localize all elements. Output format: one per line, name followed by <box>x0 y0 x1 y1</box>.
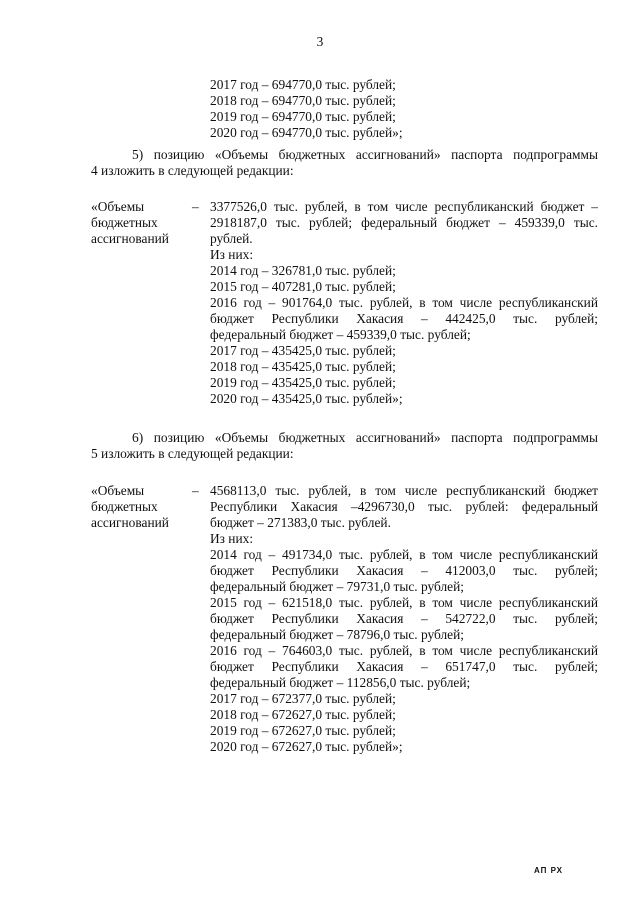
content-line: 4568113,0 тыс. рублей, в том числе республиканский бюджет <box>210 483 598 498</box>
content-line: федеральный бюджет – 79731,0 тыс. рублей; <box>210 579 465 594</box>
year-line: 2020 год – 694770,0 тыс. рублей»; <box>210 125 403 140</box>
content-line: федеральный бюджет – 112856,0 тыс. рублей; <box>210 675 471 690</box>
label-line: «Объемы <box>91 199 145 214</box>
page-number: 3 <box>316 34 324 49</box>
content-line: рублей. <box>210 231 253 246</box>
item5-intro-line2: 4 изложить в следующей редакции: <box>91 163 294 178</box>
content-line: 2016 год – 901764,0 тыс. рублей, в том числе республиканский <box>210 295 598 310</box>
label-line: бюджетных <box>91 215 158 230</box>
dash-separator: – <box>192 483 199 498</box>
label-line: ассигнований <box>91 231 169 246</box>
content-line: Из них: <box>210 247 254 262</box>
year-line: 2018 год – 694770,0 тыс. рублей; <box>210 93 396 108</box>
content-line: 2014 год – 491734,0 тыс. рублей, в том числе республиканский <box>210 547 598 562</box>
content-line: 2020 год – 435425,0 тыс. рублей»; <box>210 391 403 406</box>
content-line: 2019 год – 672627,0 тыс. рублей; <box>210 723 396 738</box>
content-line: 2017 год – 672377,0 тыс. рублей; <box>210 691 396 706</box>
content-line: бюджет – 271383,0 тыс. рублей. <box>210 515 391 530</box>
content-line: 2020 год – 672627,0 тыс. рублей»; <box>210 739 403 754</box>
label-line: ассигнований <box>91 515 169 530</box>
year-line: 2019 год – 694770,0 тыс. рублей; <box>210 109 396 124</box>
content-line: бюджет Республики Хакасия – 542722,0 тыс. рублей; <box>210 611 598 626</box>
content-line: 2019 год – 435425,0 тыс. рублей; <box>210 375 396 390</box>
content-line: 2015 год – 621518,0 тыс. рублей, в том числе республиканский <box>210 595 598 610</box>
item6-intro-line2: 5 изложить в следующей редакции: <box>91 446 294 461</box>
label-line: «Объемы <box>91 483 145 498</box>
content-line: 2016 год – 764603,0 тыс. рублей, в том числе республиканский <box>210 643 598 658</box>
content-line: Республики Хакасия –4296730,0 тыс. рублей: федеральный <box>210 499 598 514</box>
year-line: 2017 год – 694770,0 тыс. рублей; <box>210 77 396 92</box>
label-line: бюджетных <box>91 499 158 514</box>
content-line: федеральный бюджет – 78796,0 тыс. рублей; <box>210 627 465 642</box>
content-line: 2017 год – 435425,0 тыс. рублей; <box>210 343 396 358</box>
content-line: бюджет Республики Хакасия – 442425,0 тыс. рублей; <box>210 311 598 326</box>
content-line: 2918187,0 тыс. рублей; федеральный бюджет – 459339,0 тыс. <box>210 215 598 230</box>
item6-intro-line1: 6) позицию «Объемы бюджетных ассигнований» паспорта подпрограммы <box>132 430 598 445</box>
content-line: бюджет Республики Хакасия – 412003,0 тыс. рублей; <box>210 563 598 578</box>
footer-mark: АП РХ <box>534 866 564 875</box>
dash-separator: – <box>192 199 199 214</box>
content-line: 2018 год – 672627,0 тыс. рублей; <box>210 707 396 722</box>
content-line: Из них: <box>210 531 254 546</box>
content-line: бюджет Республики Хакасия – 651747,0 тыс. рублей; <box>210 659 598 674</box>
content-line: 2015 год – 407281,0 тыс. рублей; <box>210 279 396 294</box>
item5-intro-line1: 5) позицию «Объемы бюджетных ассигнований» паспорта подпрограммы <box>132 147 598 162</box>
content-line: 2014 год – 326781,0 тыс. рублей; <box>210 263 396 278</box>
content-line: 2018 год – 435425,0 тыс. рублей; <box>210 359 396 374</box>
content-line: федеральный бюджет – 459339,0 тыс. рублей; <box>210 327 471 342</box>
content-line: 3377526,0 тыс. рублей, в том числе республиканский бюджет – <box>210 199 598 214</box>
